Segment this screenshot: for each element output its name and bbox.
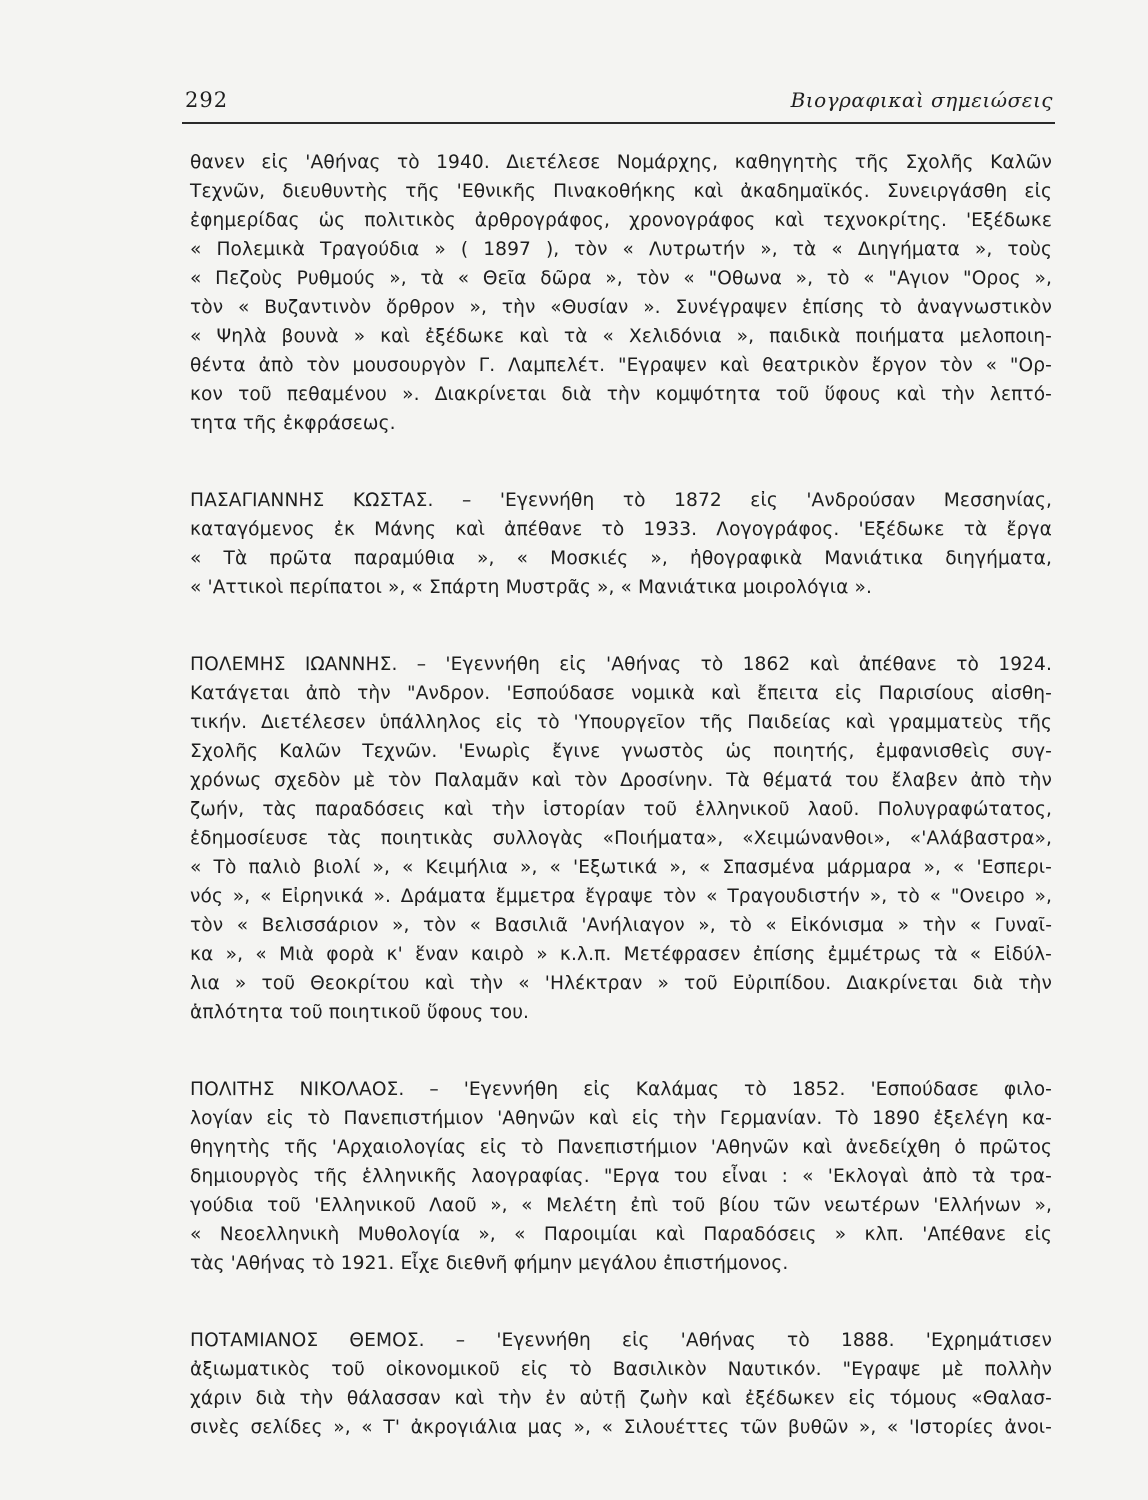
text-line: χρόνως σχεδὸν μὲ τὸν Παλαμᾶν καὶ τὸν Δροσίνην. Τὰ θέματά του ἔλαβεν ἀπὸ τὴν [190, 770, 1052, 791]
text-line: ζωήν, τὰς παραδόσεις καὶ τὴν ἱστορίαν τοῦ ἑλληνικοῦ λαοῦ. Πολυγραφώτατος, [190, 799, 1052, 820]
entry-spacer [190, 1278, 1052, 1326]
text-line: ἀξιωματικὸς τοῦ οἰκονομικοῦ εἰς τὸ Βασιλικὸν Ναυτικόν. "Εγραψε μὲ πολλὴν [190, 1359, 1052, 1380]
entry-spacer [190, 1027, 1052, 1075]
entry-spacer [190, 438, 1052, 486]
header-rule [182, 122, 1055, 124]
text-line: ΠΟΛΕΜΗΣ ΙΩΑΝΝΗΣ. – 'Εγεννήθη εἰς 'Αθήνας τὸ 1862 καὶ ἀπέθανε τὸ 1924. [190, 654, 1052, 675]
text-line: νός », « Εἰρηνικά ». Δράματα ἔμμετρα ἔγραψε τὸν « Τραγουδιστήν », τὸ « "Ονειρο », [190, 886, 1052, 907]
text-line: τὰς 'Αθήνας τὸ 1921. Εἶχε διεθνῆ φήμην μεγάλου ἐπιστήμονος. [190, 1253, 789, 1274]
text-line: ἐδημοσίευσε τὰς ποιητικὰς συλλογὰς «Ποιήματα», «Χειμώνανθοι», «'Αλάβαστρα», [190, 828, 1052, 849]
text-line: χάριν διὰ τὴν θάλασσαν καὶ τὴν ἐν αὐτῇ ζωὴν καὶ ἐξέδωκεν εἰς τόμους «Θαλασ- [190, 1388, 1052, 1409]
text-line: « Πεζοὺς Ρυθμούς », τὰ « Θεῖα δῶρα », τὸν « "Οθωνα », τὸ « "Αγιον "Ορος », [190, 268, 1052, 289]
text-line: ἁπλότητα τοῦ ποιητικοῦ ὕφους του. [190, 1002, 530, 1023]
text-line: « Νεοελληνικὴ Μυθολογία », « Παροιμίαι καὶ Παραδόσεις » κλπ. 'Απέθανε εἰς [190, 1224, 1052, 1245]
text-line: τητα τῆς ἐκφράσεως. [190, 413, 396, 434]
text-line: τὸν « Βυζαντινὸν ὄρθρον », τὴν «Θυσίαν ». Συνέγραψεν ἐπίσης τὸ ἀναγνωστικὸν [190, 297, 1052, 318]
text-line: γούδια τοῦ 'Ελληνικοῦ Λαοῦ », « Μελέτη ἐπὶ τοῦ βίου τῶν νεωτέρων 'Ελλήνων », [190, 1195, 1052, 1216]
page-number: 292 [185, 88, 229, 112]
entry-potamianos [190, 1326, 1052, 1442]
entry-pasagiannis [190, 486, 1052, 602]
running-head: Βιογραφικαὶ σημειώσεις [790, 88, 1053, 112]
text-line: « Πολεμικὰ Τραγούδια » ( 1897 ), τὸν « Λυτρωτήν », τὰ « Διηγήματα », τοὺς [190, 239, 1052, 260]
entry-continued-biography [190, 148, 1052, 438]
text-line: τικήν. Διετέλεσεν ὑπάλληλος εἰς τὸ 'Υπουργεῖον τῆς Παιδείας καὶ γραμματεὺς τῆς [190, 712, 1052, 733]
text-line: καταγόμενος ἐκ Μάνης καὶ ἀπέθανε τὸ 1933. Λογογράφος. 'Εξέδωκε τὰ ἔργα [190, 519, 1052, 540]
text-line: « Τὰ πρῶτα παραμύθια », « Μοσκιές », ἠθογραφικὰ Μανιάτικα διηγήματα, [190, 548, 1052, 569]
text-line: θηγητὴς τῆς 'Αρχαιολογίας εἰς τὸ Πανεπιστήμιον 'Αθηνῶν καὶ ἀνεδείχθη ὁ πρῶτος [190, 1137, 1052, 1158]
body-text [190, 148, 1052, 1442]
text-line: λια » τοῦ Θεοκρίτου καὶ τὴν « 'Ηλέκτραν » τοῦ Εὐριπίδου. Διακρίνεται διὰ τὴν [190, 973, 1052, 994]
page-header [185, 82, 1053, 116]
text-line: Τεχνῶν, διευθυντὴς τῆς 'Εθνικῆς Πινακοθήκης καὶ ἀκαδημαϊκός. Συνειργάσθη εἰς [190, 181, 1052, 202]
text-line: Κατάγεται ἀπὸ τὴν "Ανδρον. 'Εσπούδασε νομικὰ καὶ ἔπειτα εἰς Παρισίους αἰσθη- [190, 683, 1052, 704]
text-line: ΠΑΣΑΓΙΑΝΝΗΣ ΚΩΣΤΑΣ. – 'Εγεννήθη τὸ 1872 εἰς 'Ανδρούσαν Μεσσηνίας, [190, 490, 1052, 511]
text-line: ἐφημερίδας ὡς πολιτικὸς ἀρθρογράφος, χρονογράφος καὶ τεχνοκρίτης. 'Εξέδωκε [190, 210, 1052, 231]
text-line: κα », « Μιὰ φορὰ κ' ἕναν καιρὸ » κ.λ.π. Μετέφρασεν ἐπίσης ἐμμέτρως τὰ « Εἰδύλ- [190, 944, 1052, 965]
entry-spacer [190, 602, 1052, 650]
text-line: ΠΟΛΙΤΗΣ ΝΙΚΟΛΑΟΣ. – 'Εγεννήθη εἰς Καλάμας τὸ 1852. 'Εσπούδασε φιλο- [190, 1079, 1052, 1100]
text-line: « Ψηλὰ βουνὰ » καὶ ἐξέδωκε καὶ τὰ « Χελιδόνια », παιδικὰ ποιήματα μελοποιη- [190, 326, 1052, 347]
entry-polemis [190, 650, 1052, 1027]
text-line: τὸν « Βελισσάριον », τὸν « Βασιλιᾶ 'Ανήλιαγον », τὸ « Εἰκόνισμα » τὴν « Γυναῖ- [190, 915, 1052, 936]
text-line: « 'Αττικοὶ περίπατοι », « Σπάρτη Μυστρᾶς », « Μανιάτικα μοιρολόγια ». [190, 577, 872, 598]
text-line: θανεν εἰς 'Αθήνας τὸ 1940. Διετέλεσε Νομάρχης, καθηγητὴς τῆς Σχολῆς Καλῶν [190, 152, 1052, 173]
text-line: λογίαν εἰς τὸ Πανεπιστήμιον 'Αθηνῶν καὶ εἰς τὴν Γερμανίαν. Τὸ 1890 ἐξελέγη κα- [190, 1108, 1052, 1129]
text-line: « Τὸ παλιὸ βιολί », « Κειμήλια », « 'Εξωτικά », « Σπασμένα μάρμαρα », « 'Εσπερι- [190, 857, 1052, 878]
text-line: κον τοῦ πεθαμένου ». Διακρίνεται διὰ τὴν κομψότητα τοῦ ὕφους καὶ τὴν λεπτό- [190, 384, 1052, 405]
text-line: ΠΟΤΑΜΙΑΝΟΣ ΘΕΜΟΣ. – 'Εγεννήθη εἰς 'Αθήνας τὸ 1888. 'Εχρημάτισεν [190, 1330, 1052, 1351]
text-line: θέντα ἀπὸ τὸν μουσουργὸν Γ. Λαμπελέτ. "Εγραψεν καὶ θεατρικὸν ἔργον τὸν « "Ορ- [190, 355, 1052, 376]
text-line: Σχολῆς Καλῶν Τεχνῶν. 'Ενωρὶς ἔγινε γνωστὸς ὡς ποιητής, ἐμφανισθεὶς συγ- [190, 741, 1052, 762]
text-line: σινὲς σελίδες », « Τ' ἀκρογιάλια μας », « Σιλουέττες τῶν βυθῶν », « 'Ιστορίες ἀνοι- [190, 1417, 1052, 1438]
entry-politis [190, 1075, 1052, 1278]
text-line: δημιουργὸς τῆς ἑλληνικῆς λαογραφίας. "Εργα του εἶναι : « 'Εκλογαὶ ἀπὸ τὰ τρα- [190, 1166, 1052, 1187]
